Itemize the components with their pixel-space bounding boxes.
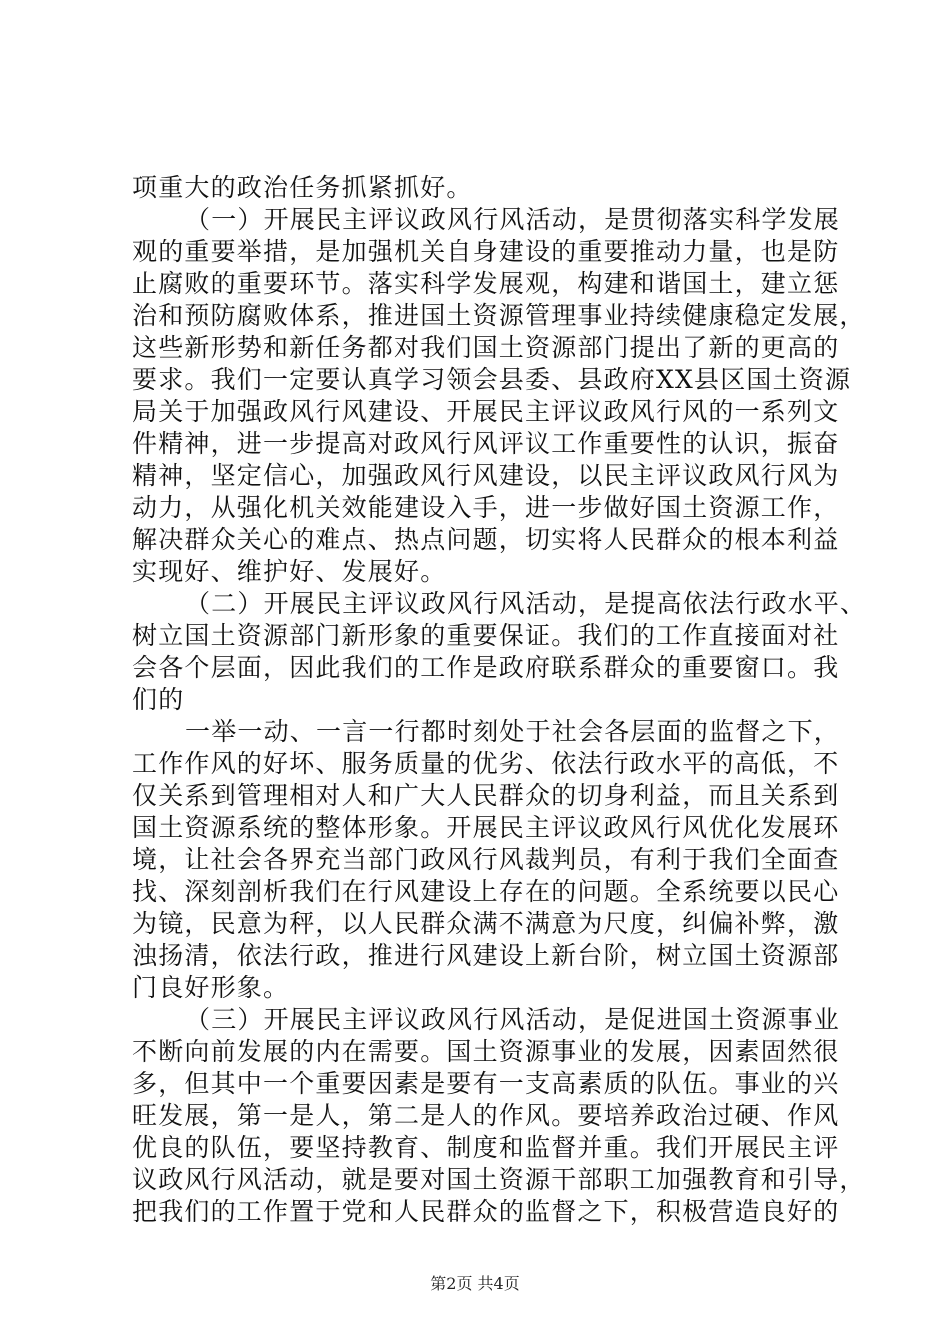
text-line: 优良的队伍，要坚持教育、制度和监督并重。我们开展民主评 (132, 1133, 840, 1162)
text-line: 门良好形象。 (132, 973, 290, 1002)
text-line: 观的重要举措，是加强机关自身建设的重要推动力量，也是防 (132, 237, 840, 266)
text-line: 治和预防腐败体系，推进国土资源管理事业持续健康稳定发展， (132, 301, 866, 330)
text-line: 仅关系到管理相对人和广大人民群众的切身利益，而且关系到 (132, 781, 840, 810)
text-line: 们的 (132, 685, 185, 714)
text-line: 要求。我们一定要认真学习领会县委、县政府XX县区国土资源 (132, 365, 852, 394)
text-line: 旺发展，第一是人，第二是人的作风。要培养政治过硬、作风 (132, 1101, 840, 1130)
text-line: 一举一动、一言一行都时刻处于社会各层面的监督之下， (185, 717, 841, 746)
text-line: 实现好、维护好、发展好。 (132, 557, 447, 586)
text-line: 这些新形势和新任务都对我们国土资源部门提出了新的更高的 (132, 333, 840, 362)
text-line: （一）开展民主评议政风行风活动，是贯彻落实科学发展 (185, 205, 841, 234)
text-line: 件精神，进一步提高对政风行风评议工作重要性的认识，振奋 (132, 429, 840, 458)
text-line: 为镜，民意为秤，以人民群众满不满意为尺度，纠偏补弊，激 (132, 909, 840, 938)
text-line: 把我们的工作置于党和人民群众的监督之下，积极营造良好的 (132, 1197, 840, 1226)
text-line: 国土资源系统的整体形象。开展民主评议政风行风优化发展环 (132, 813, 840, 842)
text-line: 会各个层面，因此我们的工作是政府联系群众的重要窗口。我 (132, 653, 840, 682)
text-line: 局关于加强政风行风建设、开展民主评议政风行风的一系列文 (132, 397, 840, 426)
text-line: 项重大的政治任务抓紧抓好。 (132, 173, 473, 202)
text-line: （二）开展民主评议政风行风活动，是提高依法行政水平、 (185, 589, 867, 618)
text-line: 境，让社会各界充当部门政风行风裁判员，有利于我们全面查 (132, 845, 840, 874)
text-line: 不断向前发展的内在需要。国土资源事业的发展，因素固然很 (132, 1037, 840, 1066)
text-line: 树立国土资源部门新形象的重要保证。我们的工作直接面对社 (132, 621, 840, 650)
text-line: 多，但其中一个重要因素是要有一支高素质的队伍。事业的兴 (132, 1069, 840, 1098)
text-line: 动力，从强化机关效能建设入手，进一步做好国土资源工作， (132, 493, 840, 522)
text-line: 解决群众关心的难点、热点问题，切实将人民群众的根本利益 (132, 525, 840, 554)
text-line: 工作作风的好坏、服务质量的优劣、依法行政水平的高低，不 (132, 749, 840, 778)
text-line: 止腐败的重要环节。落实科学发展观，构建和谐国土，建立惩 (132, 269, 840, 298)
text-line: （三）开展民主评议政风行风活动，是促进国土资源事业 (185, 1005, 841, 1034)
text-line: 议政风行风活动，就是要对国土资源干部职工加强教育和引导， (132, 1165, 866, 1194)
text-line: 浊扬清，依法行政，推进行风建设上新台阶，树立国土资源部 (132, 941, 840, 970)
page-footer: 第2页 共4页 (430, 1274, 520, 1293)
text-line: 精神，坚定信心，加强政风行风建设，以民主评议政风行风为 (132, 461, 840, 490)
text-line: 找、深刻剖析我们在行风建设上存在的问题。全系统要以民心 (132, 877, 840, 906)
